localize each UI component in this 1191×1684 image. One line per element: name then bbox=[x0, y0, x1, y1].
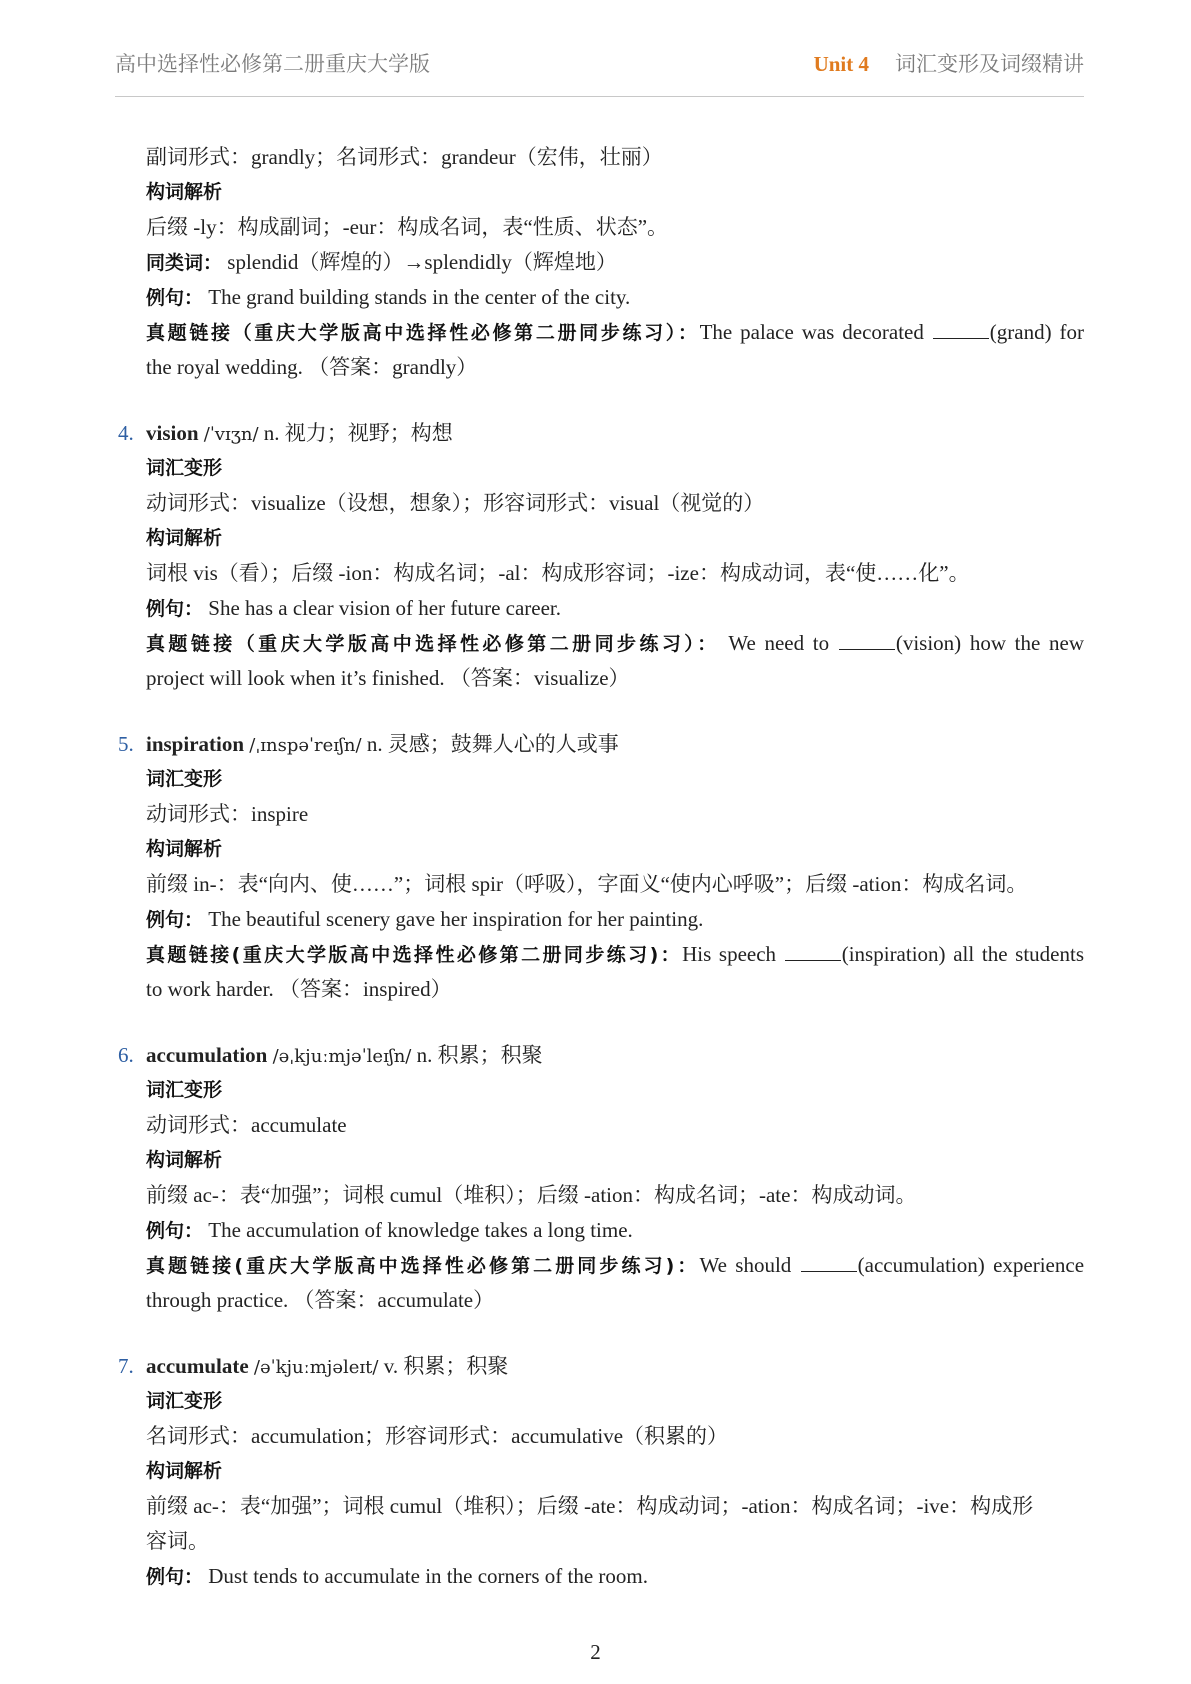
entry-accumulation bbox=[118, 1038, 1084, 1318]
page-content bbox=[118, 140, 1084, 1594]
book-title: 高中选择性必修第二册重庆大学版 bbox=[115, 52, 430, 76]
pos-meaning: v. 积累；积聚 bbox=[383, 1354, 509, 1378]
page-number: 2 bbox=[590, 1640, 601, 1664]
example-sentence: Dust tends to accumulate in the corners of the room. bbox=[208, 1564, 648, 1588]
word-forms: 名词形式：accumulation；形容词形式：accumulative（积累的） bbox=[146, 1424, 729, 1448]
analysis-text: 前缀 ac-：表“加强”；词根 cumul（堆积）；后缀 -ate：构成动词；-ation：构成名词；-ive：构成形 bbox=[146, 1494, 1034, 1518]
exam-link: 真题链接(重庆大学版高中选择性必修第二册同步练习)：We should (accumulation) experience bbox=[146, 1253, 1085, 1277]
page-header bbox=[115, 42, 1084, 97]
entry-number: 4. bbox=[118, 421, 134, 445]
analysis-title: 构词解析 bbox=[146, 1149, 223, 1171]
pos-meaning: n. 灵感；鼓舞人心的人或事 bbox=[366, 732, 619, 756]
phonetic: /ˈvɪʒn/ bbox=[203, 424, 259, 445]
forms-title: 词汇变形 bbox=[146, 1390, 223, 1412]
analysis-text: 词根 vis（看）；后缀 -ion：构成名词；-al：构成形容词；-ize：构成动词，表“使……化”。 bbox=[146, 561, 970, 585]
exam-link-label: 真题链接(重庆大学版高中选择性必修第二册同步练习)： bbox=[146, 944, 683, 966]
headword: inspiration bbox=[146, 732, 245, 756]
headword: accumulate bbox=[146, 1354, 249, 1378]
headword: accumulation bbox=[146, 1043, 268, 1067]
similar-words: splendid（辉煌的）→splendidly（辉煌地） bbox=[227, 250, 617, 274]
entry-number: 7. bbox=[118, 1354, 134, 1378]
example-label: 例句： bbox=[146, 1566, 204, 1588]
example-sentence: She has a clear vision of her future career. bbox=[208, 596, 562, 620]
analysis-title: 构词解析 bbox=[146, 838, 223, 860]
example-sentence: The accumulation of knowledge takes a long time. bbox=[208, 1218, 633, 1242]
exam-link: 真题链接（重庆大学版高中选择性必修第二册同步练习）： We need to (vision) how the new bbox=[146, 631, 1085, 655]
example-label: 例句： bbox=[146, 909, 204, 931]
example-label: 例句： bbox=[146, 1220, 204, 1242]
phonetic: /əˈkjuːmjəleɪt/ bbox=[253, 1357, 379, 1378]
word-forms: 动词形式：inspire bbox=[146, 802, 309, 826]
fill-blank bbox=[785, 942, 841, 961]
example-label: 例句： bbox=[146, 287, 204, 309]
entry-number: 5. bbox=[118, 732, 134, 756]
entry-vision bbox=[118, 416, 1084, 696]
forms-title: 词汇变形 bbox=[146, 768, 223, 790]
forms-title: 词汇变形 bbox=[146, 1079, 223, 1101]
unit-label: Unit 4 bbox=[813, 52, 869, 76]
word-forms: 动词形式：accumulate bbox=[146, 1113, 347, 1137]
fill-blank bbox=[839, 631, 895, 650]
analysis-title: 构词解析 bbox=[146, 1460, 223, 1482]
analysis-title: 构词解析 bbox=[146, 527, 223, 549]
exam-link-label: 真题链接（重庆大学版高中选择性必修第二册同步练习）： bbox=[146, 633, 720, 655]
phonetic: /əˌkjuːmjəˈleɪʃn/ bbox=[272, 1046, 412, 1067]
chapter-title: 词汇变形及词缀精讲 bbox=[895, 52, 1084, 76]
exam-link: 真题链接（重庆大学版高中选择性必修第二册同步练习）：The palace was decorated (grand) for bbox=[146, 320, 1084, 344]
fill-blank bbox=[933, 320, 989, 339]
forms-title: 词汇变形 bbox=[146, 457, 223, 479]
analysis-text: 前缀 in-：表“向内、使……”；词根 spir（呼吸），字面义“使内心呼吸”；后缀 -ation：构成名词。 bbox=[146, 872, 1028, 896]
exam-link: 真题链接(重庆大学版高中选择性必修第二册同步练习)：His speech (inspiration) all the students bbox=[146, 942, 1085, 966]
word-forms: 动词形式：visualize（设想，想象）；形容词形式：visual（视觉的） bbox=[146, 491, 765, 515]
analysis-text-cont: 容词。 bbox=[146, 1529, 209, 1553]
analysis-text: 前缀 ac-：表“加强”；词根 cumul（堆积）；后缀 -ation：构成名词；-ate：构成动词。 bbox=[146, 1183, 917, 1207]
entry-grand-continued bbox=[118, 140, 1084, 385]
entry-accumulate bbox=[118, 1349, 1084, 1594]
pos-meaning: n. 视力；视野；构想 bbox=[263, 421, 453, 445]
exam-link-line2: project will look when it’s finished. （答案：visualize） bbox=[146, 666, 630, 690]
entry-inspiration bbox=[118, 727, 1084, 1007]
similar-label: 同类词： bbox=[146, 252, 223, 274]
pos-meaning: n. 积累；积聚 bbox=[416, 1043, 543, 1067]
header-right bbox=[814, 48, 1084, 78]
analysis-title: 构词解析 bbox=[146, 181, 223, 203]
entry-number: 6. bbox=[118, 1043, 134, 1067]
headword: vision bbox=[146, 421, 199, 445]
example-sentence: The grand building stands in the center of the city. bbox=[208, 285, 631, 309]
word-forms: 副词形式：grandly；名词形式：grandeur（宏伟，壮丽） bbox=[146, 145, 663, 169]
fill-blank bbox=[801, 1253, 857, 1272]
exam-link-line2: the royal wedding. （答案：grandly） bbox=[146, 355, 478, 379]
example-label: 例句： bbox=[146, 598, 204, 620]
analysis-text: 后缀 -ly：构成副词；-eur：构成名词，表“性质、状态”。 bbox=[146, 215, 669, 239]
exam-link-label: 真题链接(重庆大学版高中选择性必修第二册同步练习)： bbox=[146, 1255, 700, 1277]
exam-link-label: 真题链接（重庆大学版高中选择性必修第二册同步练习）： bbox=[146, 322, 700, 344]
phonetic: /ˌɪnspəˈreɪʃn/ bbox=[249, 735, 362, 756]
exam-link-line2: to work harder. （答案：inspired） bbox=[146, 977, 452, 1001]
exam-link-line2: through practice. （答案：accumulate） bbox=[146, 1288, 495, 1312]
example-sentence: The beautiful scenery gave her inspiration for her painting. bbox=[208, 907, 704, 931]
